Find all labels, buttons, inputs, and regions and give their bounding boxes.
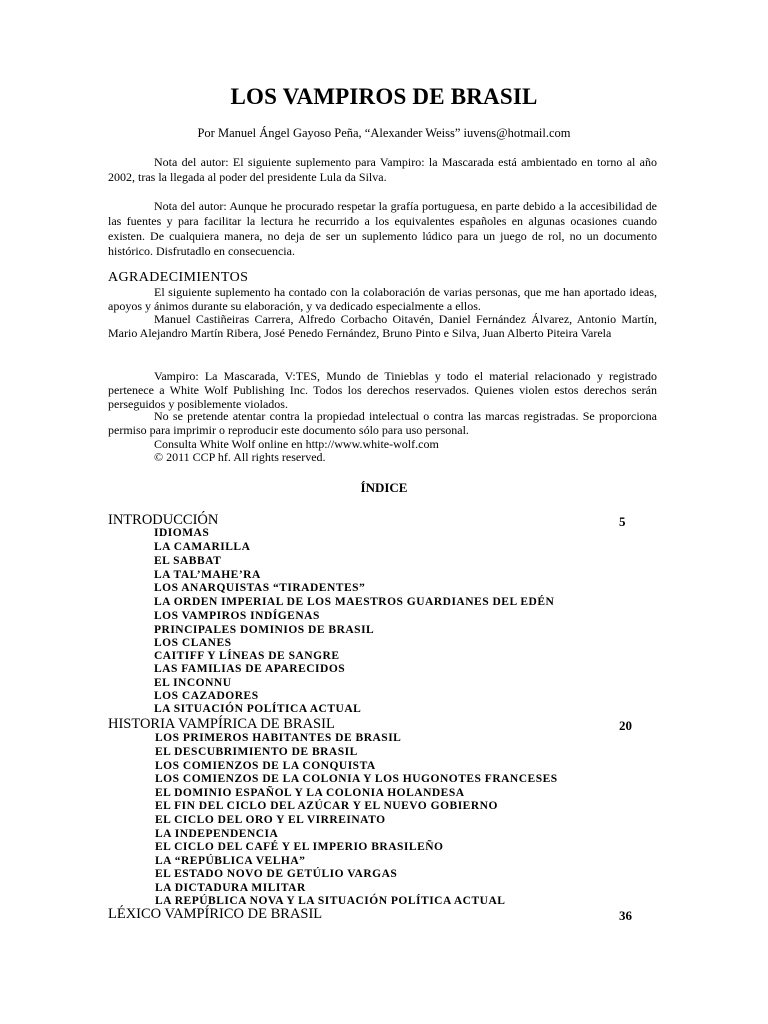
toc-item: EL DESCUBRIMIENTO DE BRASIL: [155, 746, 358, 758]
toc-item: LA SITUACIÓN POLÍTICA ACTUAL: [154, 703, 362, 715]
toc-section-page: 20: [619, 718, 632, 733]
toc-item: LA INDEPENDENCIA: [155, 828, 279, 840]
legal-intellectual-property: No se pretende atentar contra la propiedad intelectual o contra las marcas registradas. Se proporciona permiso para imprimir o reproducir este documento sólo para uso personal.: [108, 409, 657, 437]
toc-item: LA ORDEN IMPERIAL DE LOS MAESTROS GUARDIANES DEL EDÉN: [154, 596, 555, 608]
toc-section-title: INTRODUCCIÓN: [108, 512, 219, 528]
author-note-2: Nota del autor: Aunque he procurado respetar la grafía portuguesa, en parte debido a la accesibilidad de las fuentes y para facilitar la lectura he recurrido a los equivalentes españoles en algunas ocasiones cuando existen. De cualquiera manera, no deja de ser un suplemento lúdico para un juego de rol, no un documento histórico. Disfrutadlo en consecuencia.: [108, 199, 657, 258]
toc-item: LA REPÚBLICA NOVA Y LA SITUACIÓN POLÍTICA ACTUAL: [155, 895, 506, 907]
toc-item: LA “REPÚBLICA VELHA”: [155, 855, 306, 867]
legal-consult-link: Consulta White Wolf online en http://www.white-wolf.com: [154, 437, 439, 451]
toc-item: LA DICTADURA MILITAR: [155, 882, 306, 894]
toc-section-title: LÉXICO VAMPÍRICO DE BRASIL: [108, 906, 323, 922]
acknowledgements-heading: AGRADECIMIENTOS: [108, 270, 249, 285]
toc-item: IDIOMAS: [154, 527, 210, 539]
index-heading: ÍNDICE: [360, 480, 408, 495]
toc-item: CAITIFF Y LÍNEAS DE SANGRE: [154, 650, 340, 662]
toc-item: LOS VAMPIROS INDÍGENAS: [154, 610, 320, 622]
toc-item: EL SABBAT: [154, 555, 222, 567]
toc-item: LAS FAMILIAS DE APARECIDOS: [154, 663, 346, 675]
toc-item: PRINCIPALES DOMINIOS DE BRASIL: [154, 624, 375, 636]
toc-item: LOS COMIENZOS DE LA CONQUISTA: [155, 760, 376, 772]
author-byline: Por Manuel Ángel Gayoso Peña, “Alexander Weiss” iuvens@hotmail.com: [197, 126, 571, 140]
toc-item: LA TAL’MAHE’RA: [154, 569, 261, 581]
toc-item: EL CICLO DEL CAFÉ Y EL IMPERIO BRASILEÑO: [155, 841, 444, 853]
acknowledgements-intro: El siguiente suplemento ha contado con la colaboración de varias personas, que me han aportado ideas, apoyos y ánimos durante su elaboración, y va dedicado especialmente a ellos.: [108, 285, 657, 313]
author-note-1: Nota del autor: El siguiente suplemento para Vampiro: la Mascarada está ambientado en torno al año 2002, tras la llegada al poder del presidente Lula da Silva.: [108, 155, 657, 184]
toc-section-page: 5: [619, 514, 626, 529]
toc-item: LOS CLANES: [154, 637, 232, 649]
document-title: LOS VAMPIROS DE BRASIL: [230, 84, 538, 109]
toc-item: EL CICLO DEL ORO Y EL VIRREINATO: [155, 814, 386, 826]
legal-rights-notice: Vampiro: La Mascarada, V:TES, Mundo de Tinieblas y todo el material relacionado y registrado pertenece a White Wolf Publishing Inc. Todos los derechos reservados. Quienes violen estos derechos serán perseguidos y posiblemente violados.: [108, 369, 657, 411]
toc-item: LA CAMARILLA: [154, 541, 251, 553]
toc-item: EL DOMINIO ESPAÑOL Y LA COLONIA HOLANDESA: [155, 787, 465, 799]
legal-copyright: © 2011 CCP hf. All rights reserved.: [154, 450, 326, 464]
toc-item: LOS COMIENZOS DE LA COLONIA Y LOS HUGONOTES FRANCESES: [155, 773, 558, 785]
acknowledgements-names: Manuel Castiñeiras Carrera, Alfredo Corbacho Oitavén, Daniel Fernández Álvarez, Antonio Martín, Mario Alejandro Martín Ribera, José Penedo Fernández, Bruno Pinto e Silva, Juan Alberto Piteira Varela: [108, 312, 657, 340]
toc-item: LOS CAZADORES: [154, 690, 259, 702]
toc-item: EL INCONNU: [154, 677, 232, 689]
toc-item: EL ESTADO NOVO DE GETÚLIO VARGAS: [155, 868, 398, 880]
toc-item: LOS ANARQUISTAS “TIRADENTES”: [154, 582, 366, 594]
toc-item: EL FIN DEL CICLO DEL AZÚCAR Y EL NUEVO GOBIERNO: [155, 800, 498, 812]
toc-section-page: 36: [619, 908, 632, 923]
toc-section-title: HISTORIA VAMPÍRICA DE BRASIL: [108, 716, 335, 732]
toc-item: LOS PRIMEROS HABITANTES DE BRASIL: [155, 732, 402, 744]
